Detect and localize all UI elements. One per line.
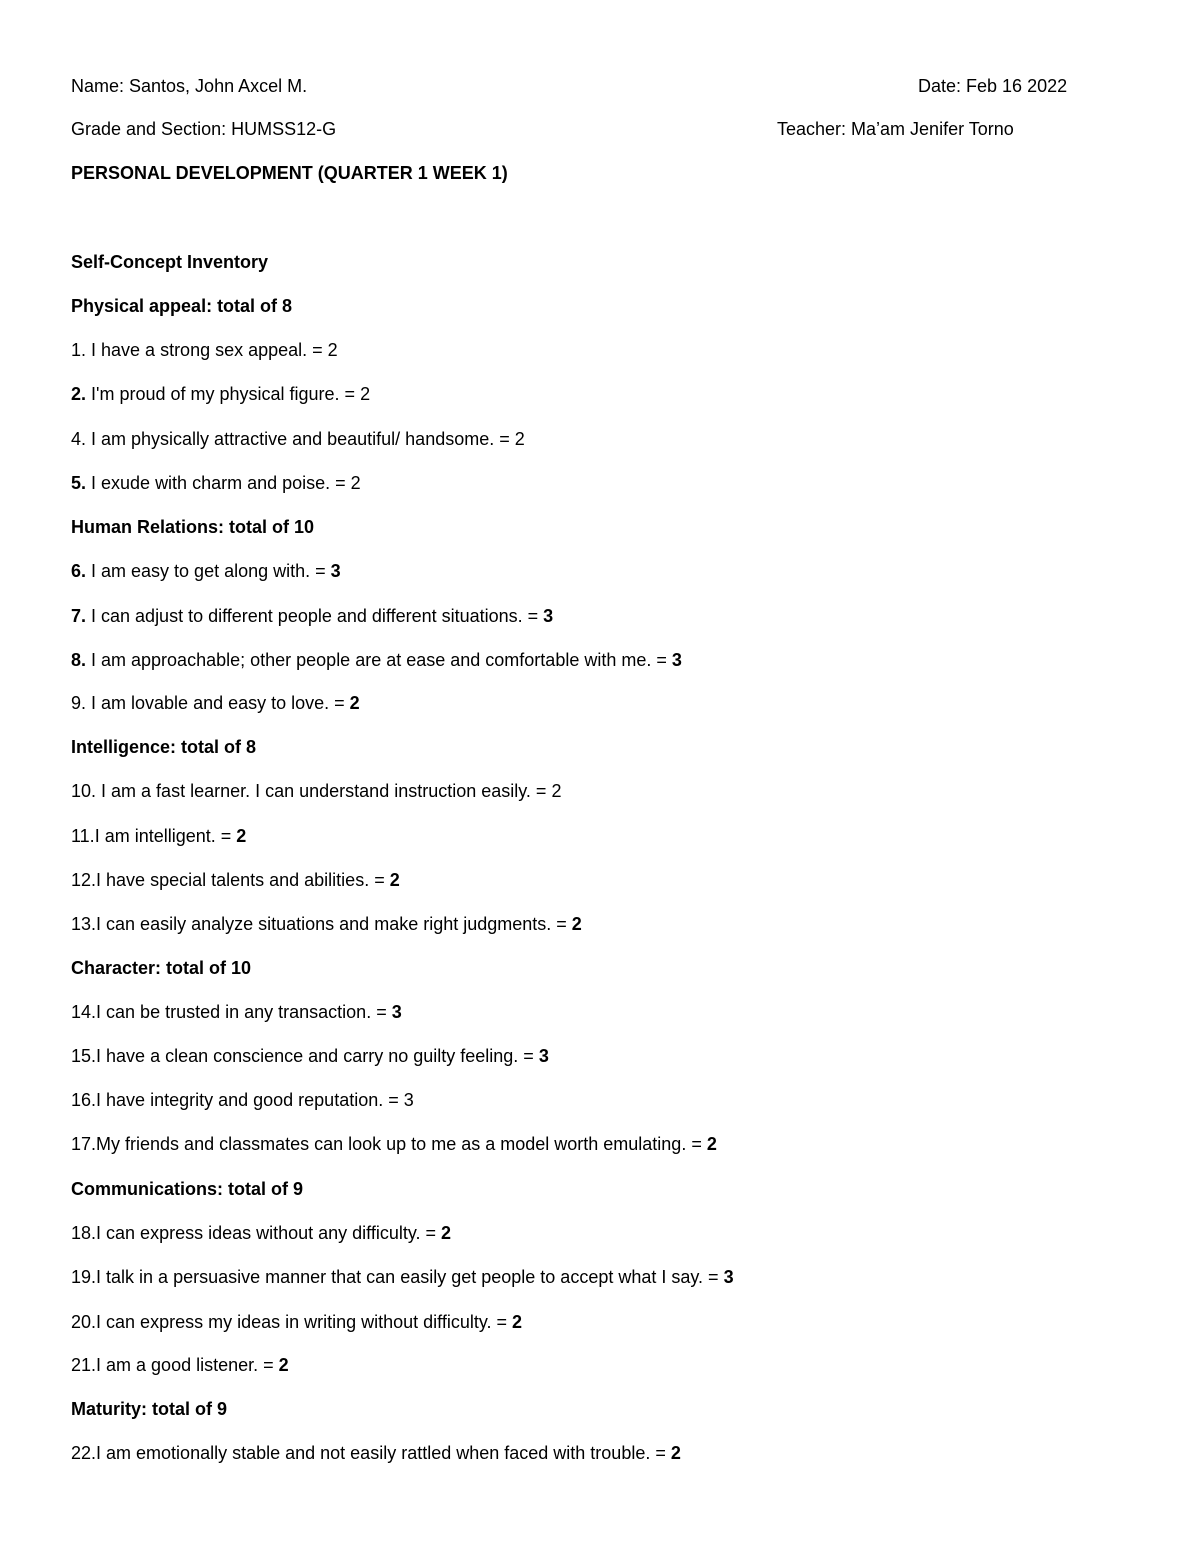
list-item: 11.I am intelligent. = 2 <box>71 826 247 846</box>
list-item: 20.I can express my ideas in writing without difficulty. = 2 <box>71 1312 523 1332</box>
list-item: 19.I talk in a persuasive manner that can easily get people to accept what I say. = 3 <box>71 1267 734 1287</box>
teacher: Teacher: Ma’am Jenifer Torno <box>777 119 1014 139</box>
list-item: 2. I'm proud of my physical figure. = 2 <box>71 384 371 404</box>
section-heading: Physical appeal: total of 8 <box>71 296 293 316</box>
list-item: 9. I am lovable and easy to love. = 2 <box>71 693 360 713</box>
list-item: 5. I exude with charm and poise. = 2 <box>71 473 361 493</box>
section-heading: Communications: total of 9 <box>71 1179 304 1199</box>
list-item: 13.I can easily analyze situations and make right judgments. = 2 <box>71 914 582 934</box>
list-item: 21.I am a good listener. = 2 <box>71 1355 289 1375</box>
inventory-title: Self-Concept Inventory <box>71 252 269 272</box>
list-item: 16.I have integrity and good reputation. = 3 <box>71 1090 414 1110</box>
list-item: 4. I am physically attractive and beautiful/ handsome. = 2 <box>71 429 525 449</box>
list-item: 1. I have a strong sex appeal. = 2 <box>71 340 338 360</box>
section-heading: Intelligence: total of 8 <box>71 737 257 757</box>
section-heading: Maturity: total of 9 <box>71 1399 227 1419</box>
section-heading: Character: total of 10 <box>71 958 252 978</box>
list-item: 17.My friends and classmates can look up to me as a model worth emulating. = 2 <box>71 1134 717 1154</box>
student-name: Name: Santos, John Axcel M. <box>71 76 308 96</box>
list-item: 7. I can adjust to different people and different situations. = 3 <box>71 606 554 626</box>
section-heading: Human Relations: total of 10 <box>71 517 315 537</box>
grade-section: Grade and Section: HUMSS12-G <box>71 119 337 139</box>
list-item: 6. I am easy to get along with. = 3 <box>71 561 341 581</box>
list-item: 14.I can be trusted in any transaction. = 3 <box>71 1002 402 1022</box>
date: Date: Feb 16 2022 <box>918 76 1068 96</box>
list-item: 22.I am emotionally stable and not easily rattled when faced with trouble. = 2 <box>71 1443 681 1463</box>
list-item: 8. I am approachable; other people are at ease and comfortable with me. = 3 <box>71 650 682 670</box>
list-item: 12.I have special talents and abilities. = 2 <box>71 870 400 890</box>
subject-title: PERSONAL DEVELOPMENT (QUARTER 1 WEEK 1) <box>71 163 508 183</box>
list-item: 10. I am a fast learner. I can understand instruction easily. = 2 <box>71 781 562 801</box>
list-item: 18.I can express ideas without any difficulty. = 2 <box>71 1223 452 1243</box>
list-item: 15.I have a clean conscience and carry no guilty feeling. = 3 <box>71 1046 549 1066</box>
